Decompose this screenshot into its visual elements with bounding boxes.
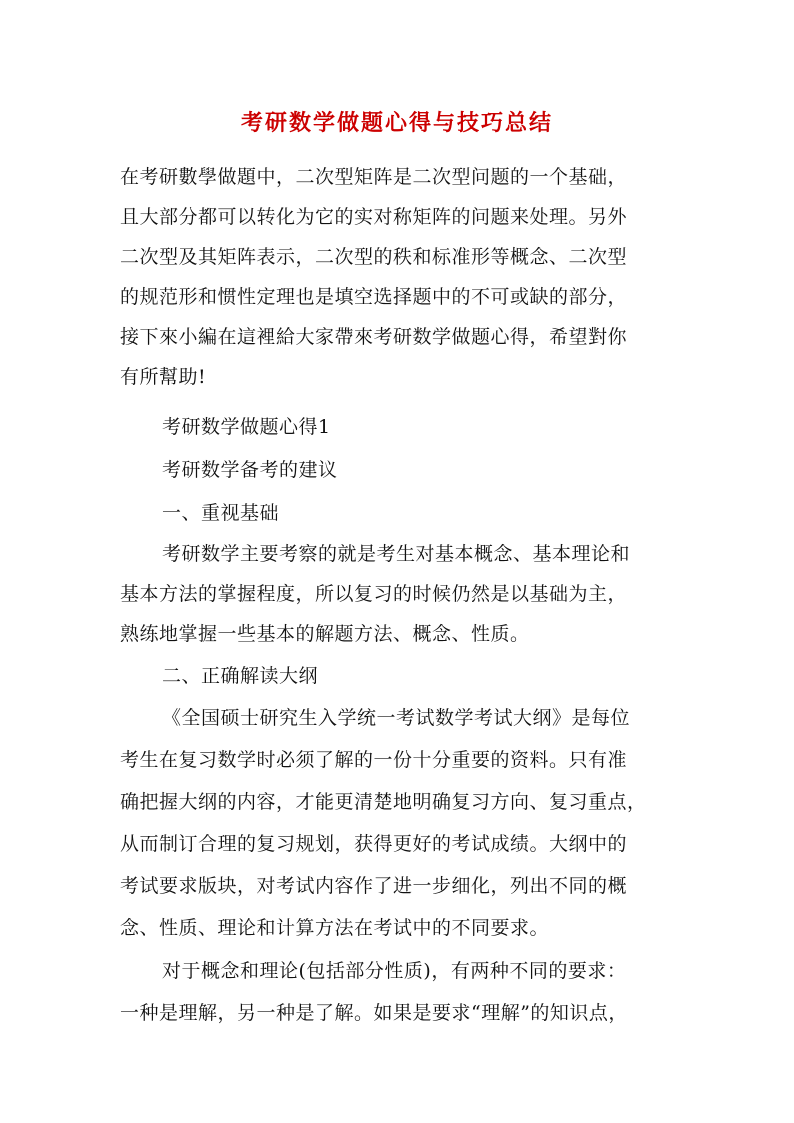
body-line: 在考研數學做題中，二次型矩阵是二次型问题的一个基础， — [120, 166, 628, 188]
body-line: 从而制订合理的复习规划，获得更好的考试成绩。大纲中的 — [120, 833, 628, 855]
body-line: 基本方法的掌握程度，所以复习的时候仍然是以基础为主， — [120, 583, 628, 605]
body-line: 且大部分都可以转化为它的实对称矩阵的问题来处理。另外 — [120, 206, 628, 228]
section-heading: 考研数学备考的建议 — [162, 459, 338, 481]
body-line: 考试要求版块，对考试内容作了进一步细化，列出不同的概 — [120, 875, 628, 897]
body-line: 有所幫助! — [120, 366, 207, 388]
section-heading: 二、正确解读大纲 — [162, 665, 319, 687]
paragraph-first-line: 《全国硕士研究生入学统一考试数学考试大纲》是每位 — [162, 707, 631, 729]
paragraph-first-line: 考研数学主要考察的就是考生对基本概念、基本理论和 — [162, 543, 631, 565]
body-line: 一种是理解，另一种是了解。如果是要求“理解”的知识点， — [120, 1002, 628, 1024]
body-line: 熟练地掌握一些基本的解题方法、概念、性质。 — [120, 623, 530, 645]
section-heading: 一、重视基础 — [162, 502, 280, 524]
body-line: 念、性质、理论和计算方法在考试中的不同要求。 — [120, 917, 550, 939]
document-title: 考研数学做题心得与技巧总结 — [240, 110, 553, 136]
body-line: 二次型及其矩阵表示，二次型的秩和标准形等概念、二次型 — [120, 246, 628, 268]
body-line: 确把握大纲的内容，才能更清楚地明确复习方向、复习重点， — [120, 791, 647, 813]
body-line: 的规范形和惯性定理也是填空选择题中的不可或缺的部分， — [120, 286, 628, 308]
paragraph-first-line: 对于概念和理论(包括部分性质)，有两种不同的要求： — [162, 960, 627, 982]
body-line: 接下來小編在這裡給大家帶來考研数学做题心得，希望對你 — [120, 326, 628, 348]
section-heading: 考研数学做题心得1 — [162, 416, 331, 438]
body-line: 考生在复习数学时必须了解的一份十分重要的资料。只有准 — [120, 749, 628, 771]
